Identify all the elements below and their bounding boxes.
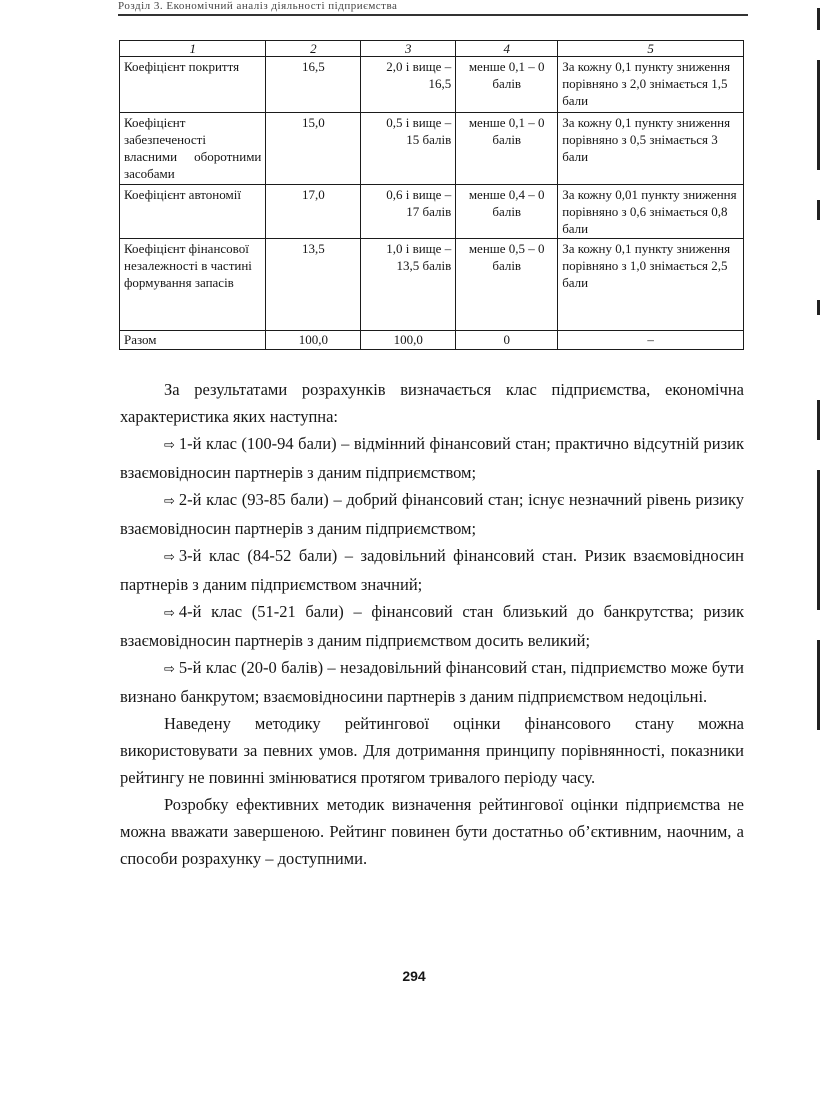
- total-lower: 0: [456, 331, 558, 350]
- upper-bound: [361, 57, 456, 113]
- class-item: [120, 598, 744, 654]
- upper-value: 0,6 і вище –: [386, 187, 452, 202]
- class-item: [120, 486, 744, 542]
- class-item: [120, 430, 744, 486]
- lower-bound: менше 0,1 – 0 балів: [456, 57, 558, 113]
- upper-score: 13,5 балів: [396, 258, 452, 273]
- upper-value: 2,0 і вище –: [386, 59, 452, 74]
- upper-bound: [361, 239, 456, 331]
- column-header: 4: [456, 41, 558, 57]
- total-rule: –: [558, 331, 744, 350]
- indicator-name: Коефіцієнт автономії: [120, 185, 266, 239]
- table-row: [120, 239, 744, 331]
- indicator-name: Коефіцієнт покриття: [120, 57, 266, 113]
- table-row: [120, 57, 744, 113]
- scoring-rule: За кожну 0,01 пункту зниження порівняно з 0,6 знімається 0,8 бали: [558, 185, 744, 239]
- class-item: [120, 542, 744, 598]
- upper-value: 1,0 і вище –: [386, 241, 452, 256]
- arrow-right-icon: ⇨: [164, 494, 175, 509]
- class-text: 1-й клас (100-94 бали) – відмінний фінансовий стан; практично відсутній ризик взаємовідносин партнерів з даним підприємством;: [120, 434, 744, 482]
- running-header: Розділ 3. Економічний аналіз діяльності підприємства: [118, 0, 398, 12]
- lower-bound: менше 0,5 – 0 балів: [456, 239, 558, 331]
- total-weight: 100,0: [266, 331, 361, 350]
- arrow-right-icon: ⇨: [164, 438, 175, 453]
- indicator-name: Коефіцієнт фінансової незалежності в частині формування запасів: [120, 239, 266, 331]
- table-total-row: [120, 331, 744, 350]
- methodology-paragraph: Наведену методику рейтингової оцінки фінансового стану можна використовувати за певних умов. Для дотримання принципу порівнянності, показники рейтингу не повинні змінюватися протягом тривалого періоду часу.: [120, 714, 744, 787]
- class-text: 4-й клас (51-21 бали) – фінансовий стан близький до банкрутства; ризик взаємовідносин партнерів з даним підприємством досить великий;: [120, 602, 744, 650]
- header-rule: [118, 14, 748, 16]
- column-header: 3: [361, 41, 456, 57]
- lower-bound: менше 0,1 – 0 балів: [456, 113, 558, 185]
- class-item: [120, 654, 744, 710]
- conclusion-paragraph: Розробку ефективних методик визначення рейтингової оцінки підприємства не можна вважати завершеною. Рейтинг повинен бути достатньо об’єктивним, наочним, а способи розрахунку – доступними.: [120, 795, 744, 868]
- upper-score: 16,5: [428, 76, 452, 91]
- indicator-name: Коефіцієнт забезпеченості власними оборотними засобами: [120, 113, 266, 185]
- arrow-right-icon: ⇨: [164, 550, 175, 565]
- total-label: Разом: [120, 331, 266, 350]
- page-number: 294: [402, 968, 426, 984]
- scoring-rule: За кожну 0,1 пункту зниження порівняно з 0,5 знімається 3 бали: [558, 113, 744, 185]
- upper-bound: [361, 185, 456, 239]
- intro-paragraph: За результатами розрахунків визначається клас підприємства, економічна характеристика яких наступна:: [120, 380, 744, 426]
- indicator-weight: 13,5: [266, 239, 361, 331]
- class-text: 5-й клас (20-0 балів) – незадовільний фінансовий стан, підприємство може бути визнано банкрутом; взаємовідносини партнерів з даним підприємством недоцільні.: [120, 658, 744, 706]
- indicator-weight: 16,5: [266, 57, 361, 113]
- arrow-right-icon: ⇨: [164, 606, 175, 621]
- body-text: [120, 376, 744, 872]
- indicator-weight: 15,0: [266, 113, 361, 185]
- lower-bound: менше 0,4 – 0 балів: [456, 185, 558, 239]
- scan-edge-marks: [810, 0, 820, 1095]
- column-header: 5: [558, 41, 744, 57]
- table-header-row: [120, 41, 744, 57]
- class-text: 2-й клас (93-85 бали) – добрий фінансовий стан; існує незначний рівень ризику взаємовідносин партнерів з даним підприємством;: [120, 490, 744, 538]
- indicator-weight: 17,0: [266, 185, 361, 239]
- upper-score: 17 балів: [406, 204, 452, 219]
- table-row: [120, 113, 744, 185]
- rating-table: [119, 40, 744, 350]
- upper-value: 0,5 і вище –: [386, 115, 452, 130]
- class-text: 3-й клас (84-52 бали) – задовільний фінансовий стан. Ризик взаємовідносин партнерів з даним підприємством значний;: [120, 546, 744, 594]
- arrow-right-icon: ⇨: [164, 662, 175, 677]
- table-row: [120, 185, 744, 239]
- total-upper: 100,0: [361, 331, 456, 350]
- column-header: 2: [266, 41, 361, 57]
- upper-score: 15 балів: [406, 132, 452, 147]
- upper-bound: [361, 113, 456, 185]
- scoring-rule: За кожну 0,1 пункту зниження порівняно з 1,0 знімається 2,5 бали: [558, 239, 744, 331]
- column-header: 1: [120, 41, 266, 57]
- scoring-rule: За кожну 0,1 пункту зниження порівняно з 2,0 знімається 1,5 бали: [558, 57, 744, 113]
